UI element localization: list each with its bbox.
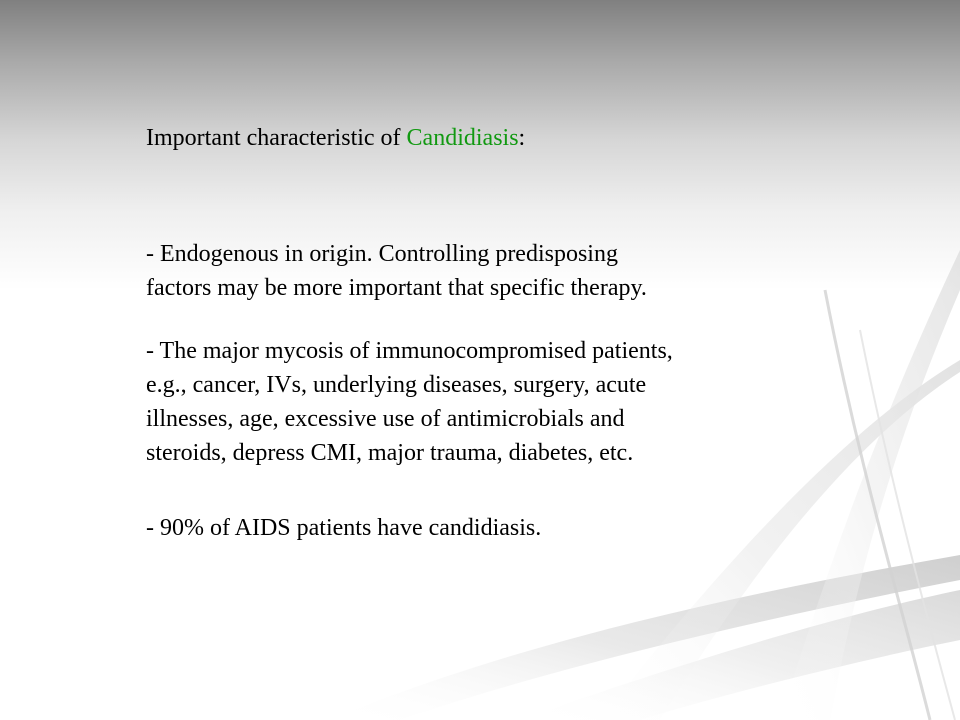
text-line: steroids, depress CMI, major trauma, diabetes, etc. xyxy=(146,440,634,466)
text-line: - Endogenous in origin. Controlling predisposing xyxy=(146,241,618,267)
text-line: e.g., cancer, IVs, underlying diseases, surgery, acute xyxy=(146,372,647,398)
text-line: illnesses, age, excessive use of antimicrobials and xyxy=(146,406,625,432)
bullet-major-mycosis xyxy=(146,334,846,470)
text-line: - The major mycosis of immunocompromised patients, xyxy=(146,338,673,364)
title-prefix: Important characteristic of xyxy=(146,125,407,151)
title-suffix: : xyxy=(518,125,526,151)
text-line: factors may be more important that specific therapy. xyxy=(146,275,647,301)
text-line: - 90% of AIDS patients have candidiasis. xyxy=(146,515,542,541)
slide-title xyxy=(146,121,525,155)
bullet-aids-patients xyxy=(146,511,846,545)
title-highlight: Candidiasis xyxy=(406,125,519,151)
bullet-endogenous-origin xyxy=(146,237,846,305)
